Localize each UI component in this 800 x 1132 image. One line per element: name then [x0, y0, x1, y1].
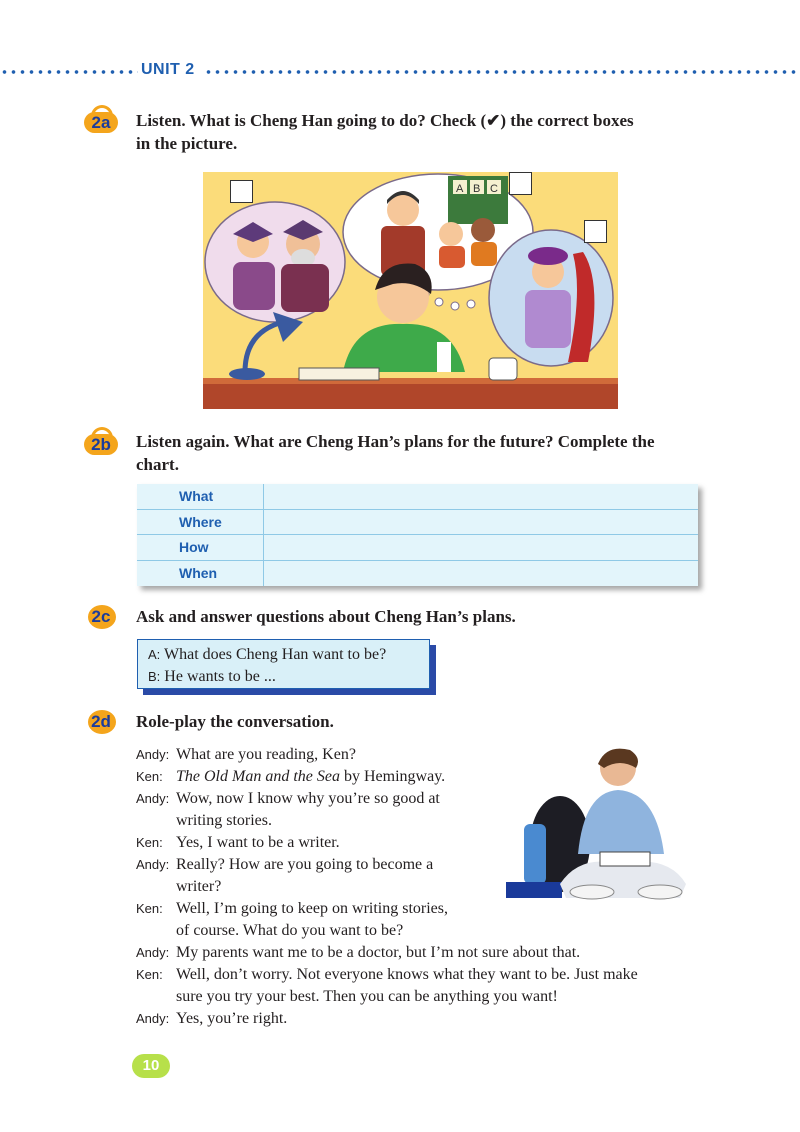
conversation-line: Well, I’m going to keep on writing stories, — [176, 900, 448, 917]
chart-row-how[interactable] — [137, 535, 698, 561]
speaker-andy: Andy: — [136, 747, 170, 762]
badge-2a: 2a — [84, 110, 120, 134]
cheng-han-illustration — [203, 172, 618, 409]
checkbox-actor[interactable] — [584, 220, 607, 243]
chart-row-when[interactable] — [137, 561, 698, 587]
instruction-2d: Role-play the conversation. — [136, 712, 334, 731]
unit-title: UNIT 2 — [141, 61, 195, 78]
speaker-ken: Ken: — [136, 967, 163, 982]
header-dots-right — [204, 70, 800, 74]
boy-reading-photo — [500, 744, 696, 904]
conversation-line: Really? How are you going to become a — [176, 856, 434, 873]
illustration-art — [203, 172, 618, 409]
speaker-andy: Andy: — [136, 1011, 170, 1026]
speaker-andy: Andy: — [136, 791, 170, 806]
conversation-line: What are you reading, Ken? — [176, 746, 356, 763]
conversation-line: My parents want me to be a doctor, but I’m not sure about that. — [176, 944, 581, 961]
instruction-2a: Listen. What is Cheng Han going to do? Check (✔) the correct boxes in the picture. — [136, 111, 634, 153]
header-dots-left — [0, 70, 138, 74]
conversation-line: writing stories. — [176, 812, 272, 829]
conversation-line: writer? — [176, 878, 222, 895]
chart-row-where[interactable] — [137, 510, 698, 536]
conversation-line: Well, don’t worry. Not everyone knows what they want to be. Just make — [176, 966, 638, 983]
chart-label-what: What — [179, 488, 214, 504]
plans-chart — [137, 484, 698, 586]
page-number: 10 — [142, 1057, 160, 1074]
qa-line-b: B: He wants to be ... — [148, 668, 276, 685]
conversation-line: of course. What do you want to be? — [176, 922, 404, 939]
badge-2d: 2d — [84, 710, 120, 734]
speaker-andy: Andy: — [136, 857, 170, 872]
chart-label-how: How — [179, 539, 209, 555]
page-number-badge — [132, 1054, 170, 1078]
chalk-letter-c: C — [490, 183, 498, 195]
badge-2b: 2b — [84, 432, 120, 456]
checkbox-graduation[interactable] — [230, 180, 253, 203]
chart-label-where: Where — [179, 513, 222, 530]
speaker-andy: Andy: — [136, 945, 170, 960]
conversation-line: Yes, I want to be a writer. — [176, 834, 340, 851]
qa-model-box — [137, 639, 430, 689]
chalk-letter-b: B — [473, 183, 481, 195]
conversation-line: Wow, now I know why you’re so good at — [176, 790, 440, 807]
speaker-ken: Ken: — [136, 769, 163, 784]
instruction-2c: Ask and answer questions about Cheng Han’s plans. — [136, 607, 516, 626]
chart-divider — [263, 484, 264, 586]
conversation-line: Yes, you’re right. — [176, 1010, 288, 1027]
checkbox-teacher[interactable] — [509, 172, 532, 195]
speaker-ken: Ken: — [136, 901, 163, 916]
book-title: The Old Man and the Sea — [176, 768, 340, 785]
chart-row-what[interactable] — [137, 484, 698, 510]
speaker-ken: Ken: — [136, 835, 163, 850]
instruction-2b: Listen again. What are Cheng Han’s plans for the future? Complete the chart. — [136, 432, 655, 474]
chart-label-when: When — [179, 564, 218, 581]
qa-line-a: A: What does Cheng Han want to be? — [148, 646, 387, 663]
badge-2c: 2c — [84, 605, 120, 629]
chalk-letter-a: A — [456, 183, 464, 195]
conversation-line: The Old Man and the Sea by Hemingway. — [176, 768, 446, 785]
conversation-line: sure you try your best. Then you can be anything you want! — [176, 988, 558, 1005]
